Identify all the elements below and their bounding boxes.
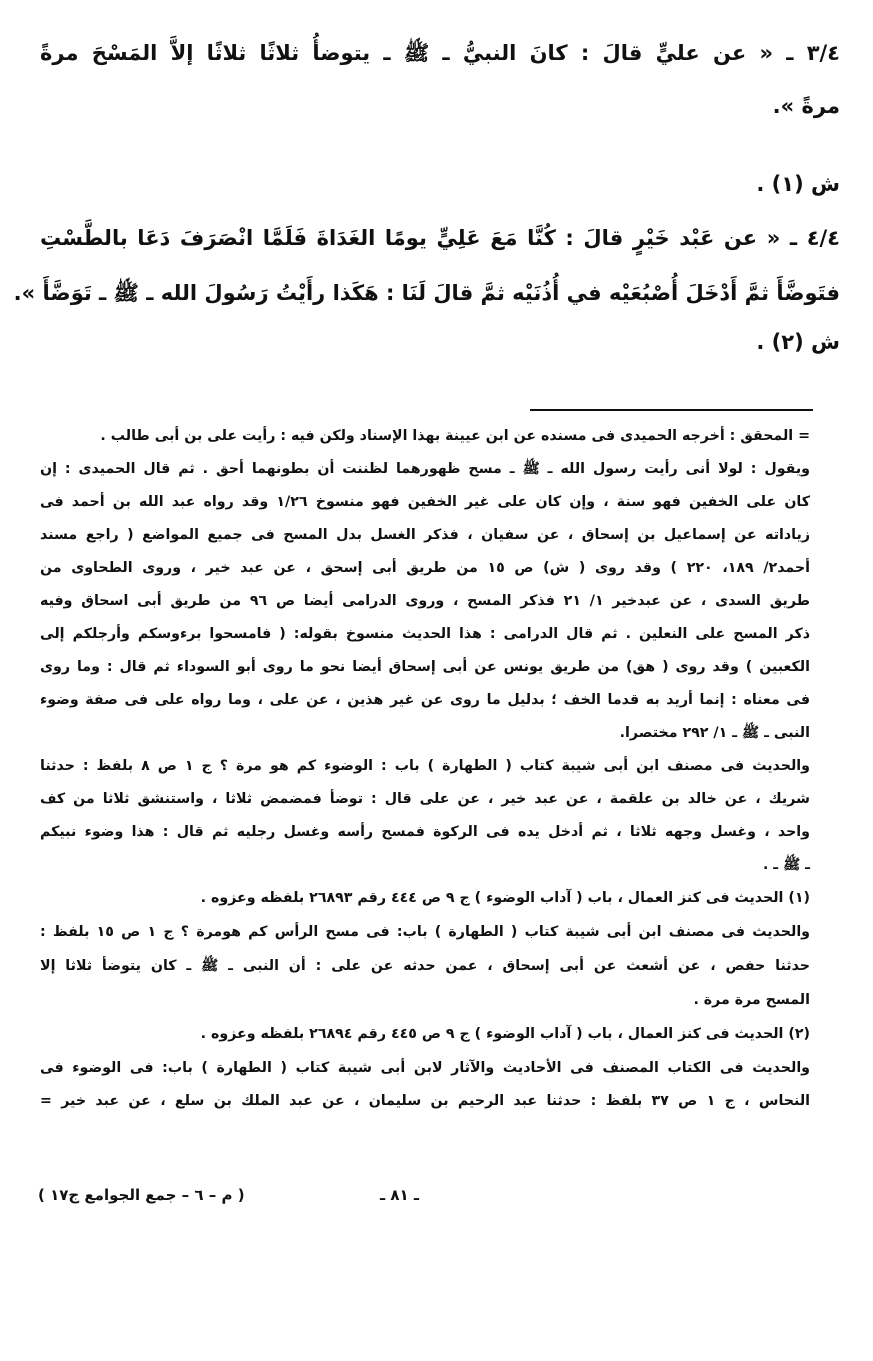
- hadith-line: مرةً ».: [772, 94, 840, 118]
- hadith-line: ش (١) .: [756, 172, 840, 196]
- footnote-line: المسح مرة مرة .: [693, 992, 810, 1008]
- hadith-line: ش (٢) .: [756, 330, 840, 354]
- footnote-line: الكعبين ) وقد روى ( هق) من طريق يونس عن أبى إسحاق أيضا نحو ما روى أبو السوداء ثم قال : وما روى: [40, 659, 810, 675]
- footnote-line: ويقول : لولا أنى رأيت رسول الله ـ ﷺ ـ مسح ظهورهما لظننت أن بطونهما أحق . ثم قال الحميدى : إن: [40, 461, 810, 477]
- footnote-line: = المحقق : أخرجه الحميدى فى مسنده عن ابن عيينة بهذا الإسناد ولكن فيه : رأيت على بن أبى طالب .: [100, 428, 810, 444]
- hadith-line: فتَوضَّأَ ثمَّ أَدْخَلَ أُصْبُعَيْه في أُذُنَيْه ثمَّ قالَ لَنَا : هَكَذا رأَيْتُ رَسُولَ الله ـ ﷺ ـ تَوَضَّأَ ».: [13, 281, 840, 305]
- footnote-separator: [530, 409, 813, 411]
- hadith-line: ٣/٤ ـ « عن عليٍّ قالَ : كانَ النبيُّ ـ ﷺ ـ يتوضأُ ثلاثًا ثلاثًا إلاَّ المَسْحَ مرةً: [40, 41, 840, 65]
- footnote-line: والحديث فى مصنف ابن أبى شيبة كتاب ( الطهارة ) باب : الوضوء كم هو مرة ؟ ج ١ ص ٨ بلفظ : حدثنا: [40, 758, 810, 774]
- footnote-line: والحديث فى مصنف ابن أبى شيبة كتاب ( الطهارة ) باب: فى مسح الرأس كم هومرة ؟ ج ١ ص ١٥ بلفظ :: [40, 924, 810, 940]
- footnote-line: أحمد٢/ ١٨٩، ٢٢٠ ) وقد روى ( ش) ص ١٥ من طريق أبى إسحق ، عن عبد خير ، وروى الطحاوى من: [40, 560, 810, 576]
- footnote-line: والحديث فى الكتاب المصنف فى الأحاديث والآثار لابن أبى شيبة كتاب ( الطهارة ) باب: فى الوضوء فى: [40, 1060, 810, 1076]
- footnote-line: حدثنا حفص ، عن أشعث عن أبى إسحاق ، عمن حدثه عن على : أن النبى ـ ﷺ ـ كان يتوضأ ثلاثا إلا: [40, 958, 810, 974]
- footnote-line: كان على الخفين فهو سنة ، وإن كان على غير الخفين فهو منسوخ ١/٢٦ وقد رواه عبد الله بن أحمد فى: [40, 494, 811, 510]
- footnote-line: النحاس ، ج ١ ص ٣٧ بلفظ : حدثنا عبد الرحيم بن سليمان ، عن عبد الملك بن سلع ، عن عبد خير =: [40, 1093, 811, 1109]
- footnote-line: (٢) الحديث فى كنز العمال ، باب ( آداب الوضوء ) ج ٩ ص ٤٤٥ رقم ٢٦٨٩٤ بلفظه وعزوه .: [200, 1026, 810, 1042]
- footnote-line: طريق السدى ، عن عبدخير ١/ ٢١ فذكر المسح ، وروى الدرامى أيضا ص ٩٦ من طريق أبى اسحاق وفيه: [40, 593, 811, 609]
- footnote-line: فى معناه : إنما أريد به قدما الخف ؛ بدليل ما روى عن غير هذين ، عن على ، وما رواه على فى صفة وضوء: [40, 692, 810, 708]
- signature-mark: ( م – ٦ – جمع الجوامع ج١٧ ): [38, 1186, 245, 1204]
- footnote-line: النبى ـ ﷺ ـ ١/ ٢٩٢ مختصرا.: [619, 725, 810, 741]
- footnote-line: (١) الحديث فى كنز العمال ، باب ( آداب الوضوء ) ج ٩ ص ٤٤٤ رقم ٢٦٨٩٣ بلفظه وعزوه .: [200, 890, 810, 906]
- footnote-line: شريك ، عن خالد بن علقمة ، عن عبد خير ، عن على قال : توضأ فمضمض ثلاثا ، واستنشق ثلاثا من كف: [40, 791, 810, 807]
- footnote-line: ـ ﷺ ـ .: [762, 857, 810, 873]
- footnote-line: ذكر المسح على النعلين . ثم قال الدرامى : هذا الحديث منسوخ بقوله: ( فامسحوا برءوسكم وأرجلكم إلى: [40, 626, 810, 642]
- footnote-line: واحد ، وغسل وجهه ثلاثا ، ثم أدخل يده فى الركوة فمسح رأسه وغسل رجليه ثم قال : هذا وضوء نبيكم: [40, 824, 810, 840]
- footnote-line: زياداته عن إسماعيل بن إسحاق ، عن سفيان ، فذكر الغسل بدل المسح فى جميع المواضع ( راجع مسند: [40, 527, 810, 543]
- page-number: ـ ٨١ ـ: [380, 1186, 420, 1204]
- hadith-line: ٤/٤ ـ « عن عَبْد خَيْرٍ قالَ : كُنَّا مَعَ عَلِيٍّ يومًا الغَدَاةَ فَلَمَّا انْصَرَفَ دَعَا بالطَّسْتِ: [40, 226, 840, 250]
